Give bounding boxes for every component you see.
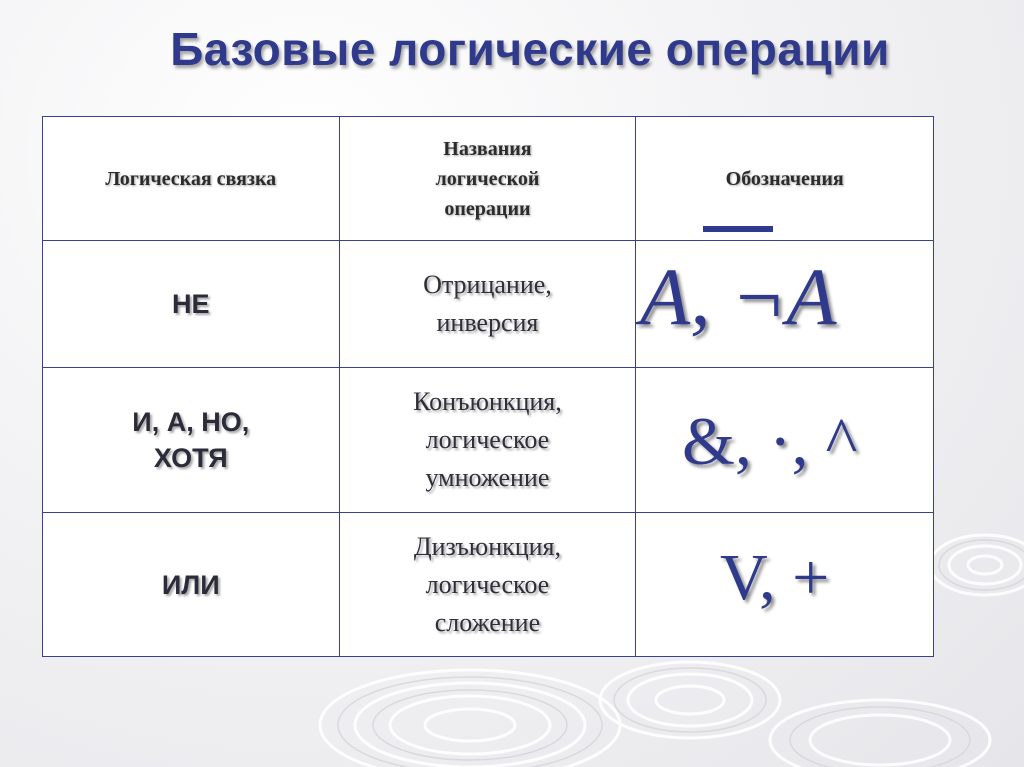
header-connective: Логическая связка <box>43 117 340 241</box>
operation-name-line: инверсия <box>436 308 539 337</box>
operation-name-cell <box>339 368 636 513</box>
conjunction-symbols: &, ·, ^ <box>682 403 858 479</box>
header-name-line: Названия <box>443 137 532 160</box>
operation-name-line: логическое <box>425 569 550 599</box>
overline-bar <box>703 226 773 232</box>
header-name-line: логической <box>435 167 540 190</box>
operation-name-line: сложение <box>434 607 541 637</box>
connective-cell <box>43 513 340 657</box>
header-name-line: операции <box>444 197 531 220</box>
disjunction-symbols: V, + <box>720 541 830 614</box>
table-header-row <box>43 117 934 241</box>
connective-text: И, А, НО, <box>132 407 250 437</box>
negation-symbols: A, ¬A <box>640 251 837 342</box>
connective-text: НЕ <box>172 289 210 319</box>
connective-text: ХОТЯ <box>153 443 228 473</box>
slide-title: Базовые логические операции <box>170 23 890 75</box>
operation-name-line: Конъюнкция, <box>413 387 562 416</box>
connective-cell <box>43 368 340 513</box>
operation-name-line: Отрицание, <box>423 270 552 299</box>
header-operation-name <box>339 117 636 241</box>
header-symbol: Обозначения <box>636 117 934 241</box>
operation-name-line: Дизъюнкция, <box>413 531 562 561</box>
operation-name-cell <box>339 513 636 657</box>
operation-name-cell <box>339 241 636 368</box>
connective-text: ИЛИ <box>161 569 220 600</box>
operation-name-line: логическое <box>425 425 550 454</box>
connective-cell <box>43 241 340 368</box>
operation-name-line: умножение <box>425 463 550 492</box>
